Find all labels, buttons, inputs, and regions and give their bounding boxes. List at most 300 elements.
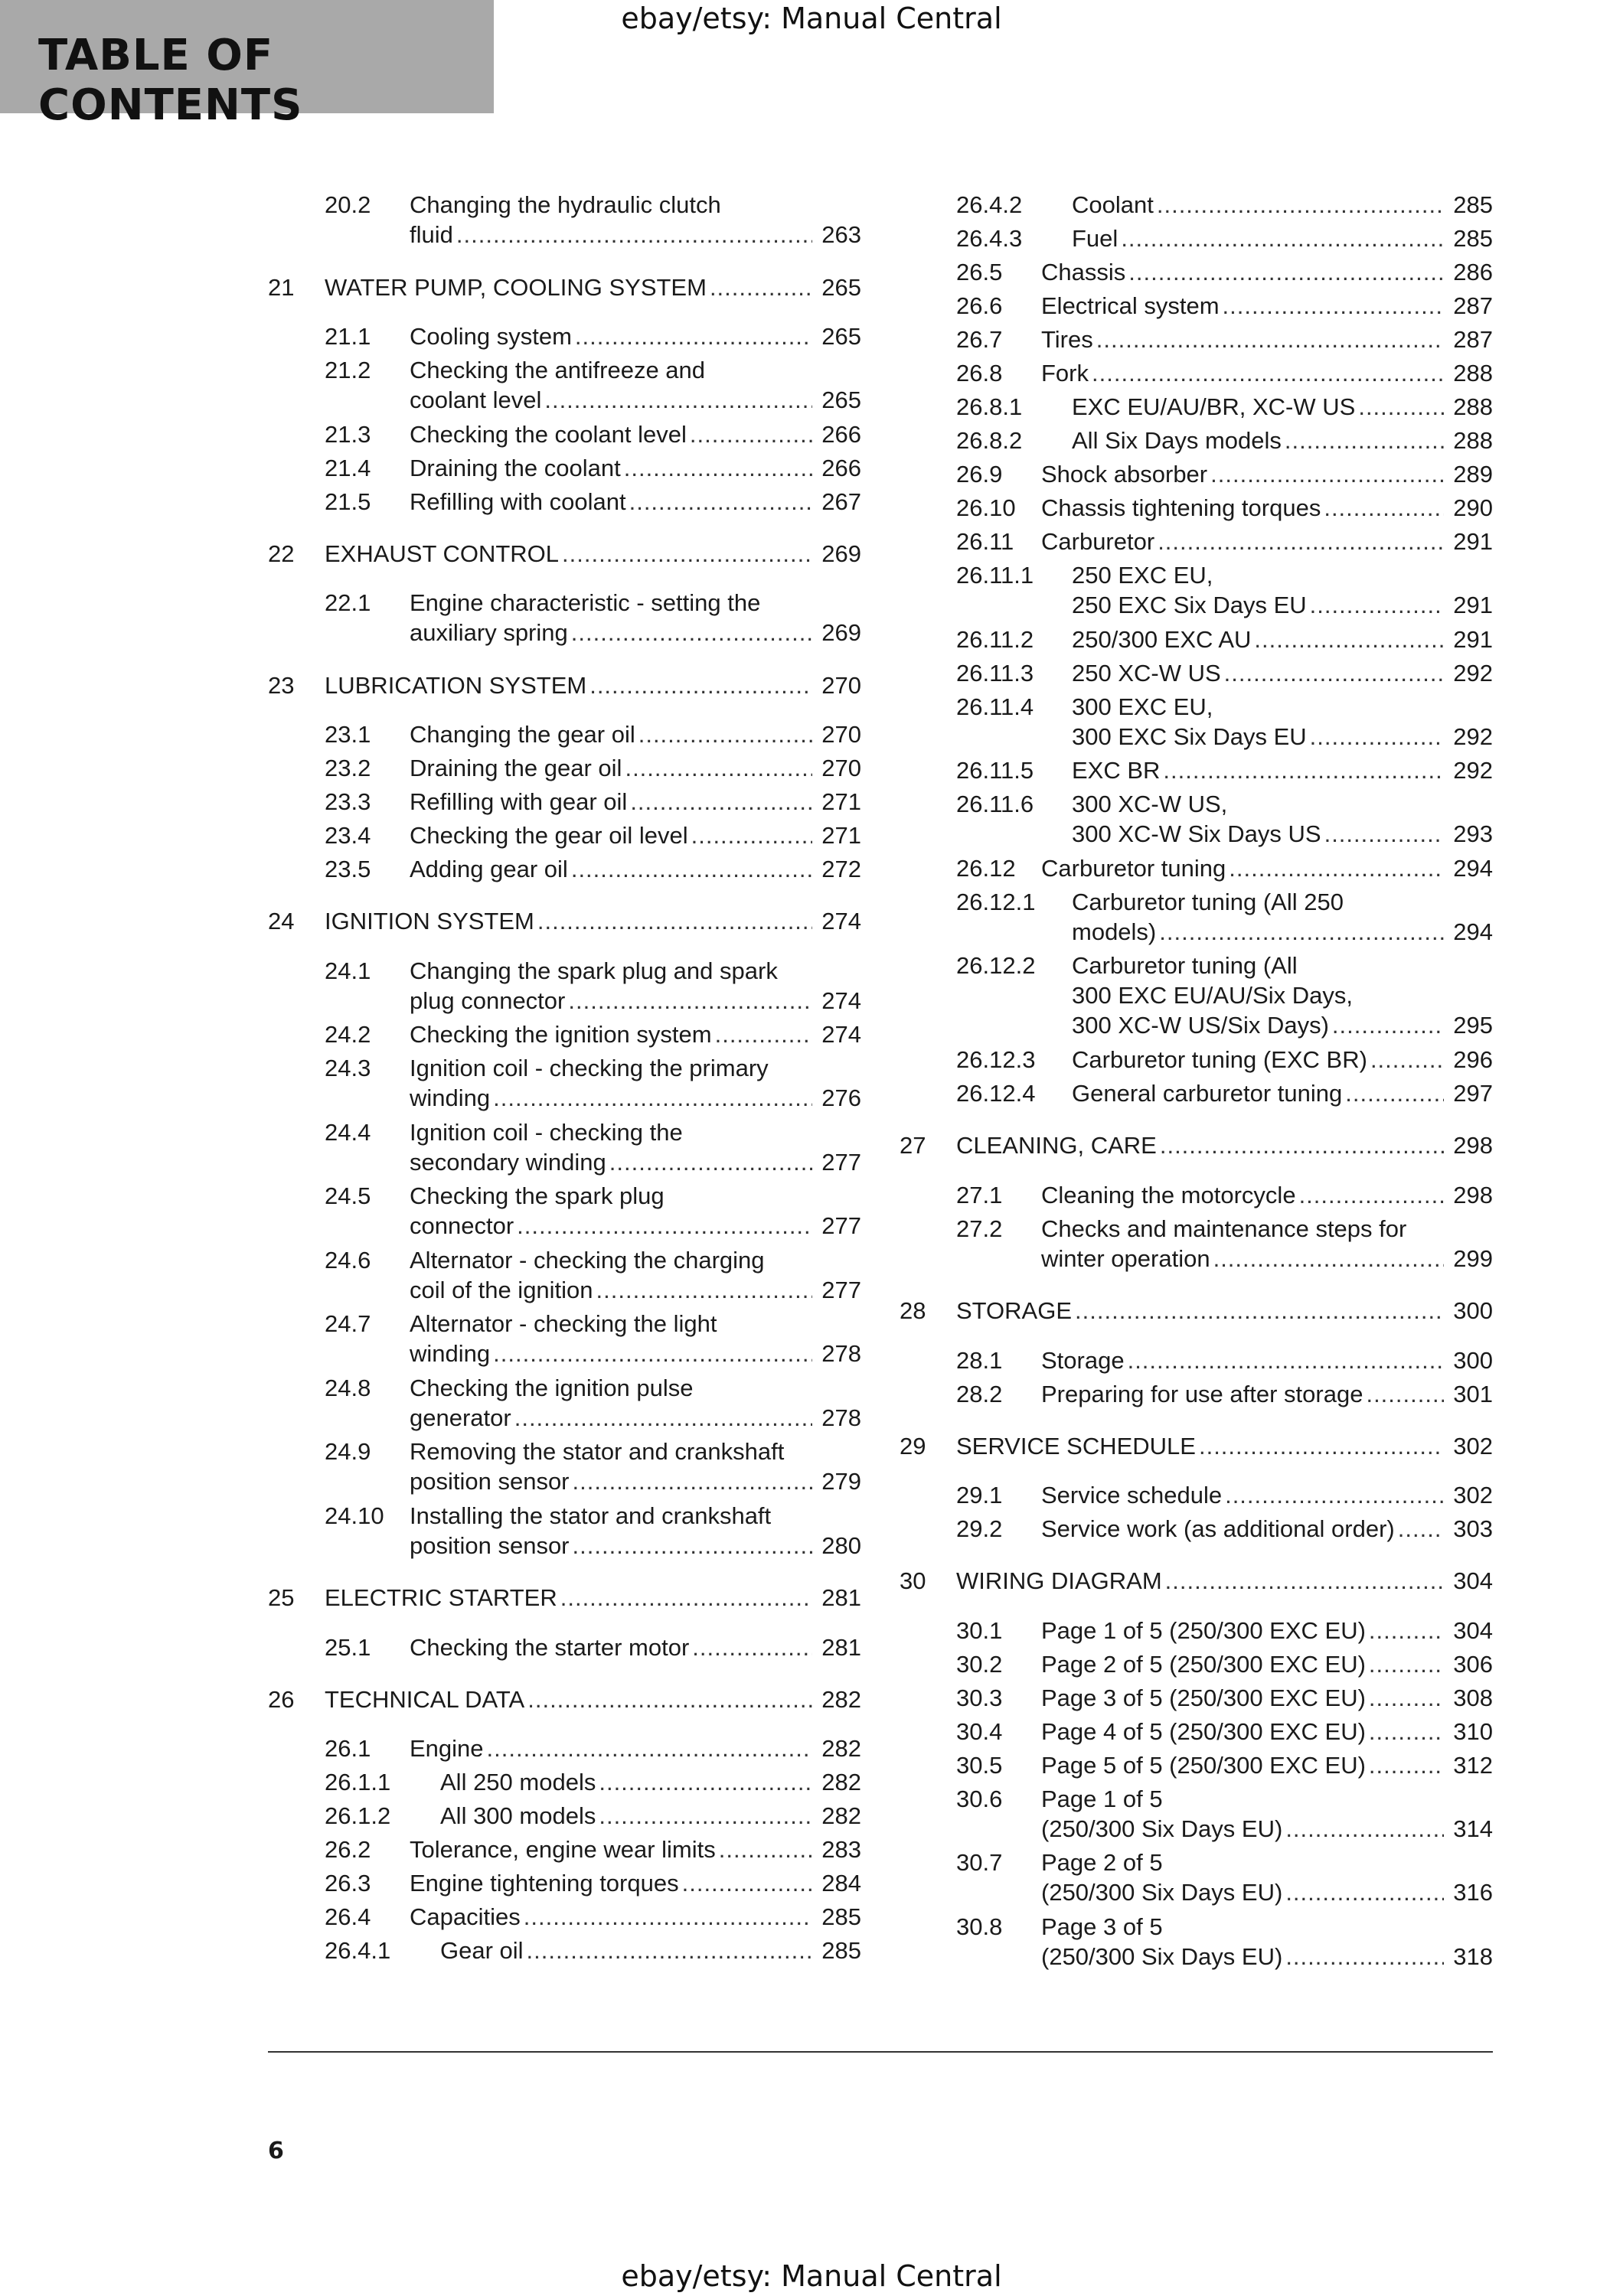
toc-entry-page: 266 — [821, 454, 861, 481]
toc-section-entry — [900, 459, 1493, 490]
toc-entry-page: 281 — [821, 1633, 861, 1661]
dot-leader — [544, 385, 812, 415]
dot-leader — [1165, 1566, 1444, 1596]
toc-entry-number: 24.1 — [325, 957, 371, 984]
toc-entry-number: 26.9 — [956, 461, 1003, 488]
dot-leader — [1096, 325, 1444, 354]
toc-entry-number: 29.1 — [956, 1482, 1003, 1508]
toc-entry-title: Tolerance, engine wear limits — [410, 1836, 716, 1863]
toc-chapter-entry — [900, 1296, 1493, 1326]
toc-section-entry — [900, 1912, 1493, 1972]
toc-entry-page: 270 — [821, 755, 861, 781]
toc-section-entry — [268, 1835, 861, 1865]
toc-entry-page: 284 — [821, 1870, 861, 1896]
toc-entry-title: Shock absorber — [1041, 461, 1208, 488]
toc-entry-page: 282 — [821, 1735, 861, 1762]
toc-entry-number: 26.4.3 — [956, 225, 1023, 252]
toc-entry-page: 277 — [821, 1276, 861, 1303]
toc-entry-title: Checking the antifreeze and — [410, 357, 706, 383]
toc-chapter-entry — [900, 1130, 1493, 1161]
dot-leader — [527, 1684, 812, 1714]
toc-entry-page: 269 — [821, 619, 861, 646]
toc-entry-title: Preparing for use after storage — [1041, 1380, 1363, 1407]
toc-entry-title: fluid — [410, 221, 453, 248]
toc-section-entry — [268, 1936, 861, 1966]
dot-leader — [1369, 1683, 1444, 1713]
dot-leader — [571, 618, 812, 647]
toc-entry-page: 288 — [1453, 393, 1493, 420]
toc-entry-number: 23.3 — [325, 788, 371, 815]
toc-entry-number: 26.4 — [325, 1903, 371, 1930]
dot-leader — [1366, 1379, 1444, 1409]
toc-entry-number: 30.1 — [956, 1616, 1003, 1644]
toc-chapter-entry — [268, 1583, 861, 1613]
toc-entry-page: 300 — [1453, 1346, 1493, 1374]
footer-divider — [268, 2051, 1493, 2053]
toc-entry-page: 299 — [1453, 1244, 1493, 1272]
toc-entry-number: 24.10 — [325, 1502, 384, 1529]
toc-entry-title: Carburetor — [1041, 528, 1155, 555]
toc-section-entry — [900, 325, 1493, 355]
toc-chapter-entry — [268, 272, 861, 303]
toc-entry-title: (250/300 Six Days EU) — [1041, 1879, 1283, 1906]
toc-entry-page: 302 — [1453, 1482, 1493, 1508]
toc-entry-title: Chassis tightening torques — [1041, 494, 1321, 521]
toc-entry-title: IGNITION SYSTEM — [325, 908, 534, 934]
toc-entry-title: All 250 models — [440, 1769, 596, 1795]
toc-entry-number: 23.4 — [325, 822, 371, 849]
toc-entry-page: 285 — [1453, 191, 1493, 218]
toc-section-entry — [900, 190, 1493, 220]
toc-entry-page: 269 — [821, 540, 861, 567]
toc-entry-number: 27.1 — [956, 1181, 1003, 1208]
toc-section-entry — [268, 588, 861, 648]
toc-section-entry — [268, 419, 861, 450]
toc-entry-title: SERVICE SCHEDULE — [956, 1432, 1196, 1459]
toc-entry-page: 286 — [1453, 259, 1493, 285]
dot-leader — [1225, 1480, 1444, 1510]
toc-entry-page: 285 — [1453, 225, 1493, 252]
dot-leader — [575, 321, 812, 351]
toc-section-entry — [900, 1480, 1493, 1511]
dot-leader — [493, 1339, 812, 1368]
toc-entry-title: generator — [410, 1404, 511, 1431]
toc-section-entry — [900, 755, 1493, 786]
toc-entry-number: 24 — [268, 908, 295, 934]
toc-section-entry — [268, 453, 861, 484]
dot-leader — [1369, 1616, 1444, 1645]
dot-leader — [599, 1767, 812, 1797]
toc-entry-number: 26.11.6 — [956, 791, 1034, 817]
watermark-bottom: ebay/etsy: Manual Central — [621, 2259, 1002, 2293]
toc-entry-title: 300 XC-W Six Days US — [1072, 820, 1321, 847]
toc-entry-title: Chassis — [1041, 259, 1126, 285]
toc-entry-page: 291 — [1453, 592, 1493, 618]
toc-entry-title: Storage — [1041, 1346, 1125, 1374]
toc-entry-number: 26.8.2 — [956, 427, 1023, 454]
toc-section-entry — [900, 1045, 1493, 1075]
dot-leader — [1358, 392, 1444, 422]
dot-leader — [1285, 1814, 1444, 1844]
toc-entry-title: 250 EXC EU, — [1072, 562, 1213, 589]
toc-entry-number: 21.5 — [325, 488, 371, 515]
dot-leader — [1324, 493, 1444, 523]
toc-entry-page: 292 — [1453, 757, 1493, 784]
dot-leader — [1210, 459, 1444, 489]
toc-entry-number: 26 — [268, 1685, 295, 1713]
toc-section-entry — [268, 1053, 861, 1114]
toc-entry-page: 296 — [1453, 1046, 1493, 1073]
toc-section-entry — [900, 692, 1493, 752]
watermark-top: ebay/etsy: Manual Central — [621, 2, 1002, 35]
toc-entry-page: 280 — [821, 1531, 861, 1559]
toc-entry-title: Page 2 of 5 (250/300 EXC EU) — [1041, 1650, 1366, 1678]
toc-entry-title: Engine — [410, 1735, 484, 1762]
toc-entry-number: 26.12.3 — [956, 1046, 1036, 1073]
toc-entry-title: Page 3 of 5 — [1041, 1913, 1163, 1940]
toc-entry-page: 267 — [821, 488, 861, 515]
dot-leader — [690, 419, 812, 449]
toc-section-entry — [268, 1733, 861, 1764]
dot-leader — [1092, 358, 1444, 388]
toc-entry-number: 29.2 — [956, 1515, 1003, 1542]
dot-leader — [682, 1868, 812, 1898]
toc-entry-title: plug connector — [410, 987, 566, 1014]
dot-leader — [537, 906, 812, 936]
toc-entry-page: 278 — [821, 1404, 861, 1431]
toc-entry-title: Fuel — [1072, 225, 1118, 252]
toc-section-entry — [268, 321, 861, 352]
toc-section-entry — [268, 355, 861, 416]
toc-entry-title: Carburetor tuning — [1041, 854, 1226, 882]
section-header-tab — [0, 0, 494, 130]
dot-leader — [1128, 257, 1444, 287]
toc-entry-number: 24.6 — [325, 1246, 371, 1274]
toc-section-entry — [268, 787, 861, 817]
toc-entry-number: 22 — [268, 540, 295, 567]
toc-entry-title: position sensor — [410, 1531, 570, 1559]
toc-entry-number: 24.8 — [325, 1374, 371, 1401]
toc-entry-page: 266 — [821, 420, 861, 448]
dot-leader — [493, 1083, 812, 1113]
toc-entry-number: 24.5 — [325, 1182, 371, 1209]
toc-section-entry — [268, 1181, 861, 1241]
dot-leader — [1369, 1649, 1444, 1679]
toc-entry-title: 300 EXC Six Days EU — [1072, 722, 1307, 750]
toc-entry-number: 26.12 — [956, 854, 1016, 882]
dot-leader — [1254, 625, 1444, 654]
toc-entry-title: Ignition coil - checking the — [410, 1118, 683, 1146]
toc-entry-number: 30.2 — [956, 1650, 1003, 1678]
toc-entry-number: 26.1.2 — [325, 1802, 391, 1829]
toc-section-entry — [900, 1683, 1493, 1714]
toc-entry-number: 30 — [900, 1567, 926, 1594]
toc-entry-title: winter operation — [1041, 1244, 1210, 1272]
dot-leader — [624, 453, 812, 483]
dot-leader — [487, 1733, 812, 1763]
toc-entry-page: 265 — [821, 323, 861, 350]
toc-entry-number: 23.5 — [325, 856, 371, 882]
toc-entry-title: LUBRICATION SYSTEM — [325, 671, 587, 699]
toc-entry-page: 282 — [821, 1769, 861, 1795]
toc-entry-title: (250/300 Six Days EU) — [1041, 1815, 1283, 1842]
toc-entry-page: 306 — [1453, 1650, 1493, 1678]
toc-entry-number: 26.11.5 — [956, 757, 1034, 784]
toc-entry-page: 298 — [1453, 1132, 1493, 1159]
toc-entry-title: Refilling with coolant — [410, 488, 626, 515]
toc-entry-title: position sensor — [410, 1468, 570, 1495]
dot-leader — [691, 820, 812, 850]
toc-section-entry — [900, 1345, 1493, 1376]
dot-leader — [568, 986, 812, 1016]
dot-leader — [1369, 1750, 1444, 1780]
toc-entry-title: Coolant — [1072, 191, 1154, 218]
toc-chapter-entry — [268, 670, 861, 701]
toc-entry-page: 301 — [1453, 1380, 1493, 1407]
toc-entry-page: 274 — [821, 1021, 861, 1048]
dot-leader — [1398, 1514, 1444, 1544]
toc-entry-page: 277 — [821, 1148, 861, 1176]
toc-section-entry — [900, 560, 1493, 621]
toc-entry-page: 308 — [1453, 1684, 1493, 1711]
toc-entry-title: Engine tightening torques — [410, 1870, 679, 1896]
toc-section-entry — [268, 1801, 861, 1831]
toc-entry-title: EXC EU/AU/BR, XC-W US — [1072, 393, 1356, 420]
dot-leader — [517, 1211, 812, 1241]
toc-section-entry — [268, 1902, 861, 1932]
toc-entry-page: 270 — [821, 671, 861, 699]
toc-entry-title: Page 5 of 5 (250/300 EXC EU) — [1041, 1751, 1366, 1779]
toc-entry-title: Installing the stator and crankshaft — [410, 1502, 772, 1529]
toc-entry-title: Cooling system — [410, 323, 572, 350]
dot-leader — [1324, 819, 1444, 849]
dot-leader — [527, 1936, 812, 1965]
toc-section-entry — [900, 1180, 1493, 1211]
dot-leader — [1157, 190, 1444, 220]
dot-leader — [514, 1403, 812, 1433]
toc-entry-number: 25.1 — [325, 1633, 371, 1661]
toc-section-entry — [268, 1767, 861, 1798]
toc-entry-number: 28 — [900, 1297, 926, 1324]
toc-entry-number: 30.4 — [956, 1717, 1003, 1745]
toc-section-entry — [900, 789, 1493, 850]
toc-section-entry — [268, 719, 861, 750]
toc-entry-title: TECHNICAL DATA — [325, 1685, 525, 1713]
toc-section-entry — [268, 1632, 861, 1663]
toc-entry-title: Engine characteristic - setting the — [410, 589, 761, 616]
toc-entry-title: Changing the gear oil — [410, 721, 635, 748]
toc-section-entry — [268, 956, 861, 1016]
dot-leader — [1229, 853, 1444, 883]
toc-entry-number: 26.10 — [956, 494, 1016, 521]
toc-entry-title: Alternator - checking the light — [410, 1310, 717, 1337]
toc-chapter-entry — [268, 539, 861, 569]
toc-section-entry — [900, 1616, 1493, 1646]
dot-leader — [630, 787, 812, 817]
toc-section-entry — [268, 1373, 861, 1433]
toc-entry-number: 24.4 — [325, 1118, 371, 1146]
toc-entry-title: Checking the starter motor — [410, 1633, 690, 1661]
toc-entry-title: winding — [410, 1084, 491, 1111]
toc-entry-page: 293 — [1453, 820, 1493, 847]
toc-entry-title: Changing the spark plug and spark — [410, 957, 778, 984]
toc-entry-page: 314 — [1453, 1815, 1493, 1842]
toc-entry-title: EXC BR — [1072, 757, 1161, 784]
toc-entry-number: 23.2 — [325, 755, 371, 781]
toc-entry-title: Removing the stator and crankshaft — [410, 1438, 785, 1465]
dot-leader — [562, 539, 812, 569]
toc-entry-number: 30.3 — [956, 1684, 1003, 1711]
toc-entry-page: 281 — [821, 1584, 861, 1611]
toc-section-entry — [900, 1848, 1493, 1908]
toc-entry-title: Checks and maintenance steps for — [1041, 1215, 1407, 1242]
toc-entry-title: Page 4 of 5 (250/300 EXC EU) — [1041, 1717, 1366, 1745]
toc-entry-number: 21 — [268, 273, 295, 301]
toc-entry-number: 26.8.1 — [956, 393, 1023, 420]
toc-section-entry — [900, 1717, 1493, 1747]
toc-entry-number: 21.2 — [325, 357, 371, 383]
toc-entry-title: Draining the coolant — [410, 454, 621, 481]
toc-entry-number: 26.11.3 — [956, 659, 1034, 687]
toc-entry-number: 23 — [268, 671, 295, 699]
toc-entry-page: 289 — [1453, 461, 1493, 488]
toc-entry-page: 283 — [821, 1836, 861, 1863]
toc-entry-number: 26.11.4 — [956, 693, 1034, 720]
toc-entry-title: All Six Days models — [1072, 427, 1282, 454]
toc-entry-page: 274 — [821, 908, 861, 934]
dot-leader — [1163, 755, 1444, 785]
toc-section-entry — [268, 190, 861, 250]
toc-entry-number: 26.6 — [956, 292, 1003, 319]
toc-entry-page: 304 — [1453, 1616, 1493, 1644]
toc-section-entry — [268, 1117, 861, 1178]
dot-leader — [1160, 1130, 1444, 1160]
toc-entry-page: 302 — [1453, 1432, 1493, 1459]
toc-entry-page: 263 — [821, 221, 861, 248]
toc-entry-title: Cleaning the motorcycle — [1041, 1181, 1296, 1208]
toc-entry-number: 26.1.1 — [325, 1769, 391, 1795]
toc-entry-title: ELECTRIC STARTER — [325, 1584, 557, 1611]
toc-section-entry — [268, 753, 861, 784]
toc-entry-page: 300 — [1453, 1297, 1493, 1324]
toc-entry-title: 250/300 EXC AU — [1072, 625, 1252, 653]
toc-section-entry — [268, 854, 861, 885]
toc-entry-number: 22.1 — [325, 589, 371, 616]
toc-section-entry — [900, 1784, 1493, 1844]
toc-entry-title: Refilling with gear oil — [410, 788, 628, 815]
toc-entry-number: 26.7 — [956, 326, 1003, 353]
toc-entry-page: 318 — [1453, 1942, 1493, 1970]
page-title: TABLE OF CONTENTS — [38, 31, 303, 130]
toc-entry-title: Service work (as additional order) — [1041, 1515, 1395, 1542]
toc-entry-title: WATER PUMP, COOLING SYSTEM — [325, 273, 707, 301]
dot-leader — [573, 1531, 812, 1561]
toc-entry-number: 28.2 — [956, 1380, 1003, 1407]
toc-entry-title: Carburetor tuning (All — [1072, 952, 1298, 979]
toc-entry-title: 250 XC-W US — [1072, 659, 1221, 687]
toc-entry-page: 294 — [1453, 918, 1493, 945]
toc-chapter-entry — [900, 1431, 1493, 1462]
toc-entry-title: Ignition coil - checking the primary — [410, 1055, 769, 1081]
toc-section-entry — [900, 853, 1493, 884]
toc-entry-title: 300 XC-W US, — [1072, 791, 1228, 817]
toc-entry-page: 298 — [1453, 1181, 1493, 1208]
toc-entry-page: 285 — [821, 1937, 861, 1964]
toc-entry-number: 26.12.1 — [956, 888, 1036, 915]
dot-leader — [1310, 590, 1444, 620]
toc-entry-title: EXHAUST CONTROL — [325, 540, 560, 567]
toc-entry-title: coolant level — [410, 386, 542, 413]
dot-leader — [1121, 223, 1444, 253]
toc-entry-number: 26.12.4 — [956, 1080, 1036, 1107]
toc-section-entry — [268, 1019, 861, 1050]
dot-leader — [625, 753, 812, 783]
toc-section-entry — [268, 1245, 861, 1306]
toc-entry-number: 26.5 — [956, 259, 1003, 285]
toc-entry-title: Alternator - checking the charging — [410, 1246, 765, 1274]
toc-entry-title: Draining the gear oil — [410, 755, 622, 781]
toc-entry-page: 297 — [1453, 1080, 1493, 1107]
toc-entry-title: (250/300 Six Days EU) — [1041, 1942, 1283, 1970]
toc-entry-page: 277 — [821, 1212, 861, 1239]
toc-section-entry — [900, 1750, 1493, 1781]
toc-entry-page: 271 — [821, 788, 861, 815]
toc-section-entry — [900, 223, 1493, 254]
toc-section-entry — [900, 392, 1493, 422]
toc-entry-title: 300 EXC EU/AU/Six Days, — [1072, 982, 1353, 1009]
toc-section-entry — [268, 1501, 861, 1561]
toc-entry-number: 24.2 — [325, 1021, 371, 1048]
toc-entry-number: 21.1 — [325, 323, 371, 350]
dot-leader — [560, 1583, 812, 1613]
toc-entry-number: 30.8 — [956, 1913, 1003, 1940]
toc-entry-title: Checking the spark plug — [410, 1182, 665, 1209]
toc-entry-title: Checking the gear oil level — [410, 822, 688, 849]
dot-leader — [692, 1632, 812, 1662]
toc-section-entry — [900, 887, 1493, 947]
dot-leader — [1128, 1345, 1444, 1375]
toc-entry-page: 265 — [821, 386, 861, 413]
toc-entry-title: 300 XC-W US/Six Days) — [1072, 1012, 1329, 1039]
toc-entry-page: 279 — [821, 1468, 861, 1495]
toc-entry-number: 28.1 — [956, 1346, 1003, 1374]
toc-entry-title: Page 3 of 5 (250/300 EXC EU) — [1041, 1684, 1366, 1711]
toc-entry-number: 21.3 — [325, 420, 371, 448]
toc-entry-number: 20.2 — [325, 191, 371, 218]
toc-entry-page: 287 — [1453, 326, 1493, 353]
toc-entry-number: 24.3 — [325, 1055, 371, 1081]
toc-entry-title: winding — [410, 1340, 491, 1367]
toc-section-entry — [268, 1868, 861, 1899]
toc-entry-title: Carburetor tuning (All 250 — [1072, 888, 1344, 915]
toc-entry-number: 27.2 — [956, 1215, 1003, 1242]
toc-section-entry — [900, 527, 1493, 557]
toc-section-entry — [900, 1214, 1493, 1274]
toc-entry-page: 285 — [821, 1903, 861, 1930]
toc-entry-title: Electrical system — [1041, 292, 1220, 319]
toc-section-entry — [900, 358, 1493, 389]
dot-leader — [609, 1147, 812, 1177]
toc-entry-title: models) — [1072, 918, 1157, 945]
toc-entry-title: Service schedule — [1041, 1482, 1223, 1508]
toc-entry-title: Fork — [1041, 360, 1089, 386]
dot-leader — [573, 1466, 812, 1496]
toc-entry-number: 30.5 — [956, 1751, 1003, 1779]
toc-entry-number: 26.4.1 — [325, 1937, 391, 1964]
toc-entry-page: 276 — [821, 1084, 861, 1111]
toc-entry-number: 26.2 — [325, 1836, 371, 1863]
toc-entry-title: Page 1 of 5 (250/300 EXC EU) — [1041, 1616, 1366, 1644]
